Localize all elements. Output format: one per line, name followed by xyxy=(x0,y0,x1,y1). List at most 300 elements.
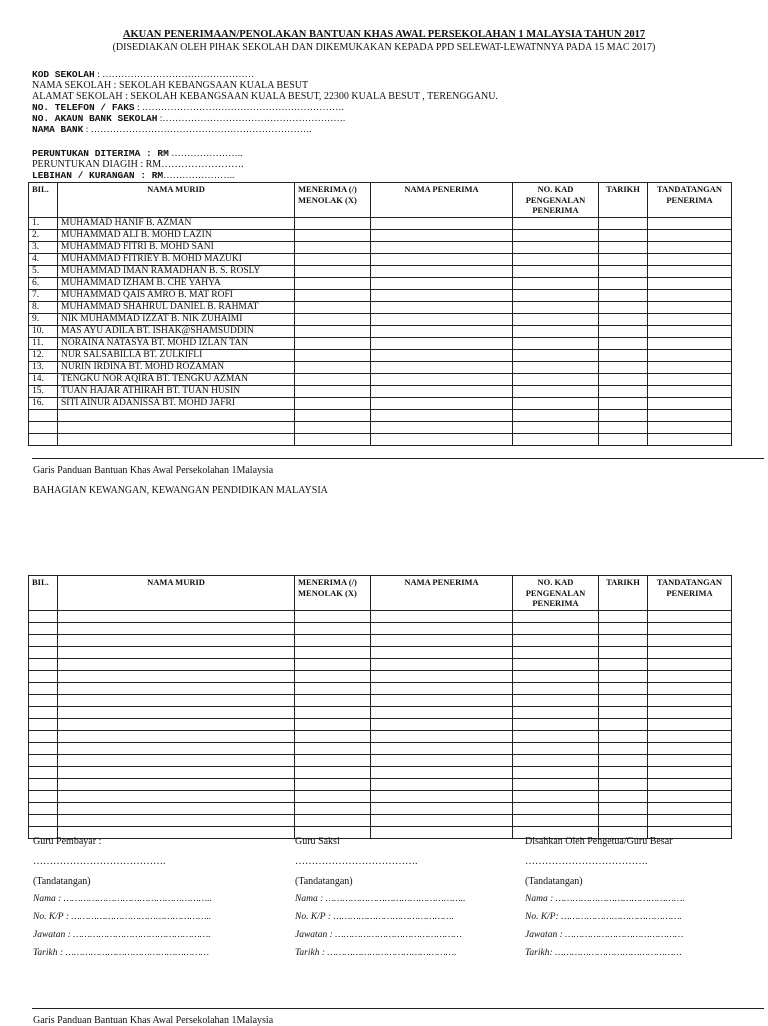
cell-no-kad[interactable] xyxy=(513,398,599,410)
nama-bank-field[interactable]: : ……………………………………………………………. xyxy=(83,125,312,135)
cell-bil: 10. xyxy=(29,326,58,338)
cell-no-kad[interactable] xyxy=(513,278,599,290)
cell-menerima[interactable] xyxy=(295,254,371,266)
cell-tarikh[interactable] xyxy=(599,647,648,659)
cell-nama-penerima[interactable] xyxy=(371,707,513,719)
cell-no-kad[interactable] xyxy=(513,362,599,374)
sig-pengetua-signature-field[interactable]: ………………………………. xyxy=(525,856,648,867)
cell-nama-murid[interactable] xyxy=(58,623,295,635)
cell-tandatangan[interactable] xyxy=(648,683,732,695)
cell-bil: 1. xyxy=(29,218,58,230)
cell-bil: 2. xyxy=(29,230,58,242)
cell-tarikh[interactable] xyxy=(599,242,648,254)
cell-tandatangan[interactable] xyxy=(648,695,732,707)
cell-tarikh[interactable] xyxy=(599,326,648,338)
cell-nama-penerima[interactable] xyxy=(371,350,513,362)
cell-menerima[interactable] xyxy=(295,422,371,434)
cell-bil[interactable] xyxy=(29,719,58,731)
table-row xyxy=(29,314,732,326)
cell-tarikh[interactable] xyxy=(599,719,648,731)
cell-nama-penerima[interactable] xyxy=(371,659,513,671)
cell-no-kad[interactable] xyxy=(513,350,599,362)
cell-nama-penerima[interactable] xyxy=(371,422,513,434)
cell-tandatangan[interactable] xyxy=(648,350,732,362)
cell-tandatangan[interactable] xyxy=(648,386,732,398)
cell-menerima[interactable] xyxy=(295,278,371,290)
cell-nama-murid: TENGKU NOR AQIRA BT. TENGKU AZMAN xyxy=(58,374,295,386)
cell-menerima[interactable] xyxy=(295,410,371,422)
peruntukan-diterima-label: PERUNTUKAN DITERIMA : RM xyxy=(32,148,169,159)
cell-no-kad[interactable] xyxy=(513,635,599,647)
cell-no-kad[interactable] xyxy=(513,659,599,671)
cell-no-kad[interactable] xyxy=(513,779,599,791)
cell-tarikh[interactable] xyxy=(599,695,648,707)
cell-no-kad[interactable] xyxy=(513,434,599,446)
cell-tarikh[interactable] xyxy=(599,731,648,743)
cell-menerima[interactable] xyxy=(295,683,371,695)
sig-saksi-jawatan[interactable]: Jawatan : ……………………………………… xyxy=(295,930,462,940)
cell-menerima[interactable] xyxy=(295,302,371,314)
cell-tandatangan[interactable] xyxy=(648,326,732,338)
cell-no-kad[interactable] xyxy=(513,290,599,302)
cell-tarikh[interactable] xyxy=(599,803,648,815)
cell-menerima[interactable] xyxy=(295,314,371,326)
cell-tandatangan[interactable] xyxy=(648,278,732,290)
cell-tarikh[interactable] xyxy=(599,611,648,623)
cell-bil[interactable] xyxy=(29,755,58,767)
cell-tandatangan[interactable] xyxy=(648,422,732,434)
cell-nama-penerima[interactable] xyxy=(371,290,513,302)
cell-tarikh[interactable] xyxy=(599,398,648,410)
cell-menerima[interactable] xyxy=(295,362,371,374)
cell-nama-penerima[interactable] xyxy=(371,683,513,695)
cell-bil: 12. xyxy=(29,350,58,362)
cell-bil[interactable] xyxy=(29,815,58,827)
cell-no-kad[interactable] xyxy=(513,683,599,695)
cell-bil[interactable] xyxy=(29,731,58,743)
cell-nama-murid[interactable] xyxy=(58,659,295,671)
cell-menerima[interactable] xyxy=(295,815,371,827)
cell-tandatangan[interactable] xyxy=(648,266,732,278)
cell-nama-murid: MUHAMAD HANIF B. AZMAN xyxy=(58,218,295,230)
cell-nama-murid[interactable] xyxy=(58,791,295,803)
cell-tandatangan[interactable] xyxy=(648,779,732,791)
lebihan-kurangan-field[interactable]: ………………….. xyxy=(163,171,235,181)
akaun-bank-label: NO. AKAUN BANK SEKOLAH xyxy=(32,113,158,124)
sig-pembayar-tandatangan: (Tandatangan) xyxy=(33,876,91,887)
cell-tarikh[interactable] xyxy=(599,374,648,386)
cell-tandatangan[interactable] xyxy=(648,743,732,755)
cell-bil: 14. xyxy=(29,374,58,386)
col-no-kad: NO. KAD PENGENALAN PENERIMA xyxy=(513,576,599,611)
cell-nama-murid[interactable] xyxy=(58,731,295,743)
cell-tarikh[interactable] xyxy=(599,230,648,242)
lebihan-kurangan-line xyxy=(32,170,234,182)
cell-nama-murid: MUHAMMAD IZHAM B. CHE YAHYA xyxy=(58,278,295,290)
cell-tandatangan[interactable] xyxy=(648,338,732,350)
table-row xyxy=(29,695,732,707)
cell-no-kad[interactable] xyxy=(513,695,599,707)
cell-no-kad[interactable] xyxy=(513,623,599,635)
table-row xyxy=(29,338,732,350)
akaun-bank-field[interactable]: :…………………………………………………. xyxy=(157,114,346,124)
cell-tarikh[interactable] xyxy=(599,386,648,398)
cell-tarikh[interactable] xyxy=(599,635,648,647)
cell-nama-penerima[interactable] xyxy=(371,314,513,326)
cell-bil: 13. xyxy=(29,362,58,374)
cell-bil[interactable] xyxy=(29,803,58,815)
cell-nama-murid[interactable] xyxy=(58,719,295,731)
sig-saksi-nama[interactable]: Nama : ………………………………………….. xyxy=(295,894,466,904)
cell-tandatangan[interactable] xyxy=(648,242,732,254)
cell-menerima[interactable] xyxy=(295,803,371,815)
cell-menerima[interactable] xyxy=(295,671,371,683)
cell-nama-penerima[interactable] xyxy=(371,719,513,731)
cell-tarikh[interactable] xyxy=(599,266,648,278)
cell-bil[interactable] xyxy=(29,707,58,719)
cell-menerima[interactable] xyxy=(295,635,371,647)
cell-bil: 7. xyxy=(29,290,58,302)
cell-nama-penerima[interactable] xyxy=(371,278,513,290)
cell-menerima[interactable] xyxy=(295,611,371,623)
sig-pengetua-nama[interactable]: Nama : ………………………………………. xyxy=(525,894,685,904)
telefon-label: NO. TELEFON / FAKS xyxy=(32,102,135,113)
cell-menerima[interactable] xyxy=(295,647,371,659)
cell-menerima[interactable] xyxy=(295,434,371,446)
cell-no-kad[interactable] xyxy=(513,302,599,314)
cell-menerima[interactable] xyxy=(295,266,371,278)
cell-nama-murid[interactable] xyxy=(58,647,295,659)
cell-tarikh[interactable] xyxy=(599,659,648,671)
sig-saksi-kp[interactable]: No. K/P : ……………………………………. xyxy=(295,912,454,922)
cell-tarikh[interactable] xyxy=(599,791,648,803)
cell-nama-murid[interactable] xyxy=(58,635,295,647)
cell-tandatangan[interactable] xyxy=(648,290,732,302)
cell-nama-penerima[interactable] xyxy=(371,635,513,647)
garis-panduan-bottom-note: Garis Panduan Bantuan Khas Awal Persekolahan 1Malaysia xyxy=(33,1015,274,1026)
cell-menerima[interactable] xyxy=(295,623,371,635)
cell-nama-murid: MUHAMMAD FITRIEY B. MOHD MAZUKI xyxy=(58,254,295,266)
cell-menerima[interactable] xyxy=(295,767,371,779)
cell-tarikh[interactable] xyxy=(599,218,648,230)
cell-tarikh[interactable] xyxy=(599,362,648,374)
cell-nama-murid[interactable] xyxy=(58,779,295,791)
cell-no-kad[interactable] xyxy=(513,707,599,719)
cell-nama-murid[interactable] xyxy=(58,755,295,767)
telefon-field[interactable]: : ………………………………………………………. xyxy=(134,103,344,113)
col-bil: BIL. xyxy=(29,576,58,611)
cell-nama-penerima[interactable] xyxy=(371,755,513,767)
cell-menerima[interactable] xyxy=(295,290,371,302)
bahagian-note: BAHAGIAN KEWANGAN, KEWANGAN PENDIDIKAN MALAYSIA xyxy=(33,485,328,496)
cell-bil[interactable] xyxy=(29,659,58,671)
sig-pembayar-title: Guru Pembayar : xyxy=(33,836,102,847)
cell-bil[interactable] xyxy=(29,611,58,623)
cell-bil: 4. xyxy=(29,254,58,266)
cell-tandatangan[interactable] xyxy=(648,362,732,374)
cell-bil[interactable] xyxy=(29,647,58,659)
cell-menerima[interactable] xyxy=(295,398,371,410)
cell-nama-murid[interactable] xyxy=(58,671,295,683)
cell-tarikh[interactable] xyxy=(599,254,648,266)
table-row xyxy=(29,290,732,302)
cell-tandatangan[interactable] xyxy=(648,671,732,683)
cell-nama-murid[interactable] xyxy=(58,611,295,623)
cell-no-kad[interactable] xyxy=(513,611,599,623)
cell-menerima[interactable] xyxy=(295,659,371,671)
cell-no-kad[interactable] xyxy=(513,731,599,743)
cell-no-kad[interactable] xyxy=(513,254,599,266)
sig-pembayar-kp[interactable]: No. K/P : ………………………………………….. xyxy=(33,912,212,922)
sig-pengetua-tarikh[interactable]: Tarikh: ……………………………………… xyxy=(525,948,682,958)
divider-line xyxy=(32,458,764,459)
cell-tandatangan[interactable] xyxy=(648,767,732,779)
cell-menerima[interactable] xyxy=(295,707,371,719)
cell-nama-penerima[interactable] xyxy=(371,695,513,707)
cell-nama-penerima[interactable] xyxy=(371,362,513,374)
cell-no-kad[interactable] xyxy=(513,743,599,755)
cell-tarikh[interactable] xyxy=(599,434,648,446)
cell-tarikh[interactable] xyxy=(599,314,648,326)
cell-bil[interactable] xyxy=(29,743,58,755)
cell-nama-penerima[interactable] xyxy=(371,791,513,803)
cell-tandatangan[interactable] xyxy=(648,230,732,242)
cell-tarikh[interactable] xyxy=(599,743,648,755)
table-row xyxy=(29,791,732,803)
cell-no-kad[interactable] xyxy=(513,266,599,278)
cell-nama-penerima[interactable] xyxy=(371,671,513,683)
cell-bil xyxy=(29,434,58,446)
sig-pembayar-tarikh[interactable]: Tarikh : …………………………………………… xyxy=(33,948,209,958)
cell-tarikh[interactable] xyxy=(599,350,648,362)
cell-menerima[interactable] xyxy=(295,338,371,350)
cell-no-kad[interactable] xyxy=(513,767,599,779)
table-row xyxy=(29,635,732,647)
cell-tandatangan[interactable] xyxy=(648,314,732,326)
cell-no-kad[interactable] xyxy=(513,647,599,659)
sig-pengetua-jawatan[interactable]: Jawatan : …………………………………… xyxy=(525,930,684,940)
table-row xyxy=(29,302,732,314)
cell-no-kad[interactable] xyxy=(513,314,599,326)
kod-sekolah-field[interactable]: : ………………………………………… xyxy=(94,70,255,80)
cell-bil[interactable] xyxy=(29,791,58,803)
peruntukan-diagih-line[interactable]: PERUNTUKAN DIAGIH : RM……………………. xyxy=(32,159,244,170)
cell-tandatangan[interactable] xyxy=(648,635,732,647)
cell-tandatangan[interactable] xyxy=(648,623,732,635)
cell-tarikh[interactable] xyxy=(599,767,648,779)
cell-nama-penerima[interactable] xyxy=(371,326,513,338)
table-row xyxy=(29,230,732,242)
cell-tarikh[interactable] xyxy=(599,278,648,290)
sig-saksi xyxy=(295,836,466,958)
cell-nama-murid: MAS AYU ADILA BT. ISHAK@SHAMSUDDIN xyxy=(58,326,295,338)
table-row xyxy=(29,743,732,755)
sig-pembayar-jawatan[interactable]: Jawatan : …………………………………………. xyxy=(33,930,211,940)
cell-bil[interactable] xyxy=(29,779,58,791)
cell-nama-murid[interactable] xyxy=(58,743,295,755)
cell-bil[interactable] xyxy=(29,695,58,707)
table-row xyxy=(29,386,732,398)
cell-menerima[interactable] xyxy=(295,779,371,791)
cell-tarikh[interactable] xyxy=(599,755,648,767)
cell-no-kad[interactable] xyxy=(513,410,599,422)
table-header-row xyxy=(29,576,732,611)
cell-tarikh[interactable] xyxy=(599,623,648,635)
cell-menerima[interactable] xyxy=(295,791,371,803)
cell-bil[interactable] xyxy=(29,635,58,647)
cell-menerima[interactable] xyxy=(295,230,371,242)
sig-pengetua-kp[interactable]: No. K/P: ……………………………………. xyxy=(525,912,682,922)
cell-nama-murid[interactable] xyxy=(58,815,295,827)
table-row xyxy=(29,647,732,659)
cell-tarikh[interactable] xyxy=(599,779,648,791)
cell-tandatangan[interactable] xyxy=(648,755,732,767)
cell-nama-penerima[interactable] xyxy=(371,815,513,827)
cell-menerima[interactable] xyxy=(295,719,371,731)
cell-tandatangan[interactable] xyxy=(648,434,732,446)
cell-nama-penerima[interactable] xyxy=(371,803,513,815)
garis-panduan-note: Garis Panduan Bantuan Khas Awal Persekolahan 1Malaysia xyxy=(33,465,274,476)
cell-tandatangan[interactable] xyxy=(648,302,732,314)
cell-no-kad[interactable] xyxy=(513,719,599,731)
cell-no-kad[interactable] xyxy=(513,326,599,338)
cell-tandatangan[interactable] xyxy=(648,719,732,731)
cell-nama-penerima[interactable] xyxy=(371,434,513,446)
cell-nama-penerima[interactable] xyxy=(371,767,513,779)
col-bil: BIL. xyxy=(29,183,58,218)
table-row xyxy=(29,326,732,338)
cell-bil[interactable] xyxy=(29,683,58,695)
table-row xyxy=(29,398,732,410)
cell-tandatangan[interactable] xyxy=(648,731,732,743)
cell-no-kad[interactable] xyxy=(513,803,599,815)
cell-tandatangan[interactable] xyxy=(648,803,732,815)
cell-tarikh[interactable] xyxy=(599,302,648,314)
cell-no-kad[interactable] xyxy=(513,386,599,398)
cell-nama-penerima[interactable] xyxy=(371,338,513,350)
cell-menerima[interactable] xyxy=(295,731,371,743)
cell-nama-penerima[interactable] xyxy=(371,398,513,410)
lebihan-kurangan-label: LEBIHAN / KURANGAN : RM xyxy=(32,170,164,181)
cell-tandatangan[interactable] xyxy=(648,218,732,230)
cell-tarikh[interactable] xyxy=(599,338,648,350)
cell-menerima[interactable] xyxy=(295,326,371,338)
cell-tandatangan[interactable] xyxy=(648,707,732,719)
table-row xyxy=(29,803,732,815)
cell-no-kad[interactable] xyxy=(513,815,599,827)
cell-nama-penerima[interactable] xyxy=(371,302,513,314)
cell-nama-penerima[interactable] xyxy=(371,743,513,755)
cell-tarikh[interactable] xyxy=(599,410,648,422)
cell-nama-penerima[interactable] xyxy=(371,623,513,635)
cell-tarikh[interactable] xyxy=(599,683,648,695)
cell-tarikh[interactable] xyxy=(599,290,648,302)
cell-menerima[interactable] xyxy=(295,242,371,254)
cell-nama-murid[interactable] xyxy=(58,683,295,695)
cell-menerima[interactable] xyxy=(295,350,371,362)
cell-tandatangan[interactable] xyxy=(648,659,732,671)
cell-nama-murid[interactable] xyxy=(58,803,295,815)
cell-menerima[interactable] xyxy=(295,695,371,707)
cell-no-kad[interactable] xyxy=(513,791,599,803)
cell-no-kad[interactable] xyxy=(513,230,599,242)
cell-tandatangan[interactable] xyxy=(648,398,732,410)
nama-bank-label: NAMA BANK xyxy=(32,124,84,135)
cell-nama-murid: NUR SALSABILLA BT. ZULKIFLI xyxy=(58,350,295,362)
table-header-row xyxy=(29,183,732,218)
sig-saksi-tandatangan: (Tandatangan) xyxy=(295,876,353,887)
cell-nama-penerima[interactable] xyxy=(371,242,513,254)
cell-bil[interactable] xyxy=(29,623,58,635)
table-row xyxy=(29,815,732,827)
cell-nama-penerima[interactable] xyxy=(371,230,513,242)
cell-no-kad[interactable] xyxy=(513,671,599,683)
cell-tarikh[interactable] xyxy=(599,707,648,719)
cell-tandatangan[interactable] xyxy=(648,611,732,623)
cell-menerima[interactable] xyxy=(295,374,371,386)
cell-bil[interactable] xyxy=(29,671,58,683)
cell-tandatangan[interactable] xyxy=(648,647,732,659)
cell-menerima[interactable] xyxy=(295,755,371,767)
cell-nama-penerima[interactable] xyxy=(371,779,513,791)
cell-bil: 11. xyxy=(29,338,58,350)
cell-tandatangan[interactable] xyxy=(648,791,732,803)
cell-nama-penerima[interactable] xyxy=(371,731,513,743)
cell-nama-penerima[interactable] xyxy=(371,254,513,266)
cell-nama-penerima[interactable] xyxy=(371,266,513,278)
peruntukan-diterima-field[interactable]: ………………….. xyxy=(168,149,243,159)
cell-nama-penerima[interactable] xyxy=(371,386,513,398)
cell-bil[interactable] xyxy=(29,767,58,779)
cell-tandatangan[interactable] xyxy=(648,374,732,386)
table-row xyxy=(29,779,732,791)
cell-menerima[interactable] xyxy=(295,386,371,398)
cell-menerima[interactable] xyxy=(295,743,371,755)
cell-no-kad[interactable] xyxy=(513,242,599,254)
cell-nama-penerima[interactable] xyxy=(371,410,513,422)
cell-nama-murid[interactable] xyxy=(58,767,295,779)
table-row xyxy=(29,254,732,266)
cell-nama-murid[interactable] xyxy=(58,707,295,719)
sig-pembayar-nama[interactable]: Nama : …………………………………………….. xyxy=(33,894,212,904)
cell-no-kad[interactable] xyxy=(513,218,599,230)
cell-nama-penerima[interactable] xyxy=(371,611,513,623)
cell-tarikh[interactable] xyxy=(599,671,648,683)
cell-tarikh[interactable] xyxy=(599,815,648,827)
cell-tandatangan[interactable] xyxy=(648,410,732,422)
cell-menerima[interactable] xyxy=(295,218,371,230)
sig-saksi-signature-field[interactable]: ………………………………. xyxy=(295,856,418,867)
cell-no-kad[interactable] xyxy=(513,755,599,767)
sig-saksi-tarikh[interactable]: Tarikh : ………………………………………. xyxy=(295,948,457,958)
table-row xyxy=(29,242,732,254)
cell-no-kad[interactable] xyxy=(513,374,599,386)
cell-tandatangan[interactable] xyxy=(648,815,732,827)
cell-nama-penerima[interactable] xyxy=(371,218,513,230)
cell-no-kad[interactable] xyxy=(513,422,599,434)
cell-nama-murid[interactable] xyxy=(58,695,295,707)
sig-pembayar-signature-field[interactable]: …………………………………. xyxy=(33,856,166,867)
cell-nama-murid: MUHAMMAD FITRI B. MOHD SANI xyxy=(58,242,295,254)
table-row xyxy=(29,434,732,446)
form-subtitle: (DISEDIAKAN OLEH PIHAK SEKOLAH DAN DIKEMUKAKAN KEPADA PPD SELEWAT-LEWATNNYA PADA 15 MAC 2017) xyxy=(112,42,656,53)
cell-tandatangan[interactable] xyxy=(648,254,732,266)
cell-no-kad[interactable] xyxy=(513,338,599,350)
cell-nama-murid: MUHAMMAD ALI B. MOHD LAZIN xyxy=(58,230,295,242)
cell-nama-penerima[interactable] xyxy=(371,647,513,659)
cell-nama-penerima[interactable] xyxy=(371,374,513,386)
cell-tarikh[interactable] xyxy=(599,422,648,434)
